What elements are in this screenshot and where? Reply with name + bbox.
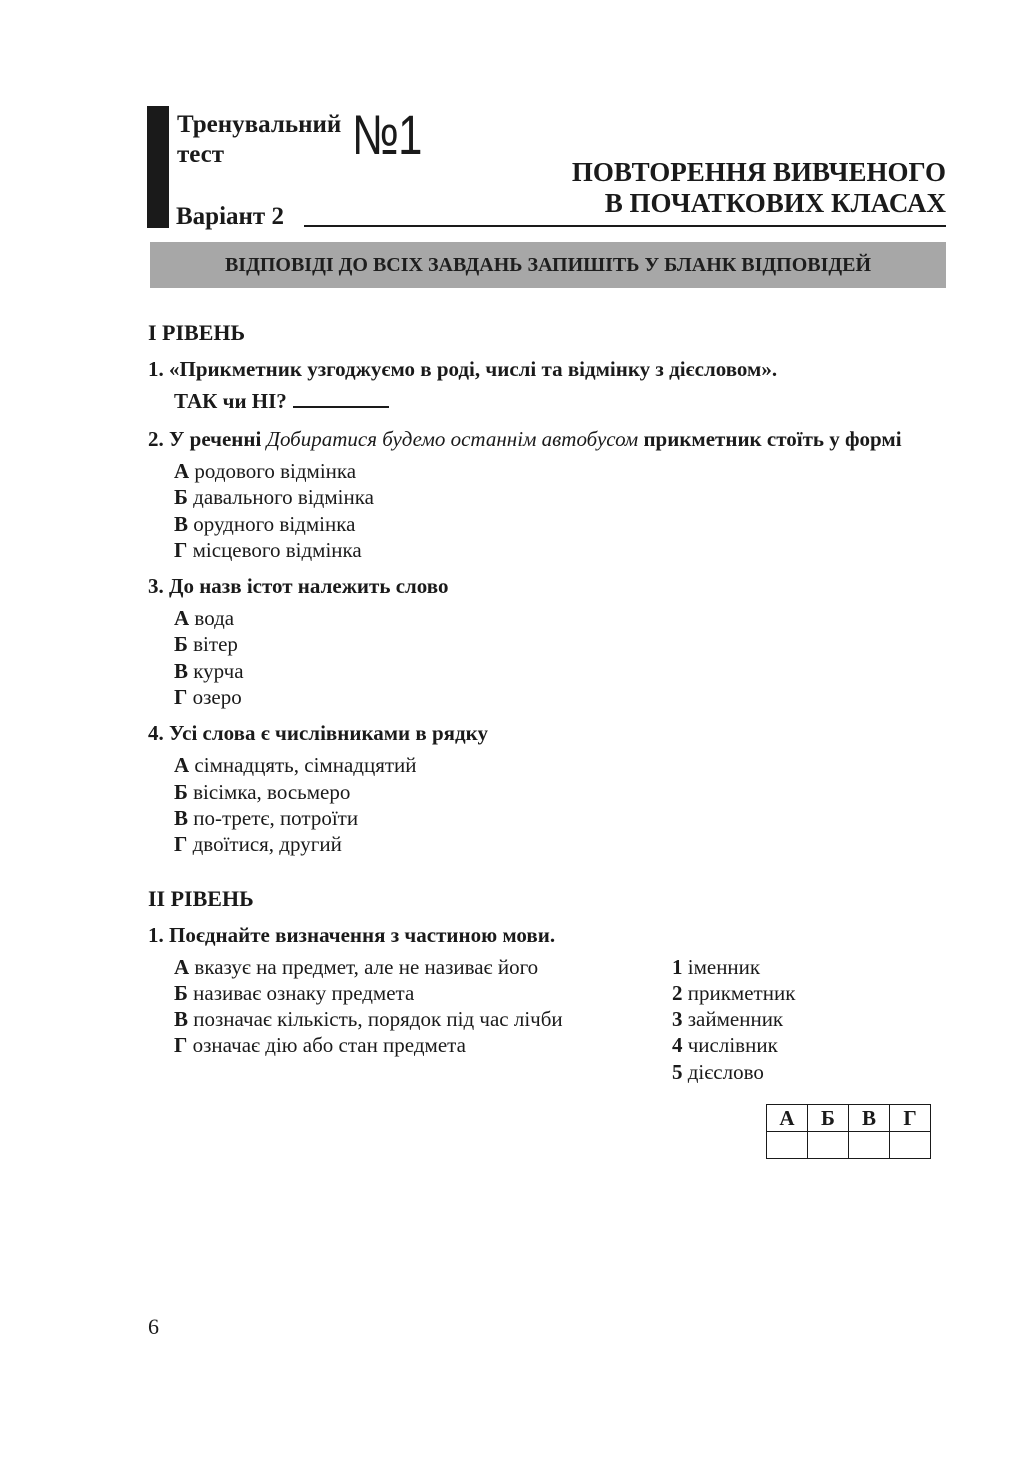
definition: В позначає кількість, порядок під час лічби bbox=[174, 1007, 563, 1032]
option: А родового відмінка bbox=[174, 459, 357, 483]
grid-header-cell: А bbox=[767, 1105, 808, 1132]
question-1: 1. «Прикметник узгоджуємо в роді, числі та відмінку з дієсловом». bbox=[148, 357, 778, 381]
definition: Г означає дію або стан предмета bbox=[174, 1033, 466, 1058]
option: Г двоїтися, другий bbox=[174, 832, 342, 857]
answer-cell[interactable] bbox=[890, 1132, 931, 1159]
part-of-speech: 2 прикметник bbox=[672, 980, 796, 1005]
variant-label: Варіант 2 bbox=[176, 203, 284, 230]
question-3: 3. До назв істот належить слово bbox=[148, 574, 449, 599]
answer-cell[interactable] bbox=[849, 1132, 890, 1159]
title-line1: ПОВТОРЕННЯ ВИВЧЕНОГО bbox=[571, 157, 946, 187]
grid-header-cell: В bbox=[849, 1105, 890, 1132]
part-of-speech: 4 числівник bbox=[672, 1033, 778, 1058]
option: А вода bbox=[174, 606, 235, 631]
instruction-banner: ВІДПОВІДІ ДО ВСІХ ЗАВДАНЬ ЗАПИШІТЬ У БЛАНК ВІДПОВІДЕЙ bbox=[150, 242, 946, 288]
page-number: 6 bbox=[148, 1314, 159, 1339]
question-5: 1. Поєднайте визначення з частиною мови. bbox=[148, 922, 556, 947]
page-title bbox=[572, 157, 946, 219]
header-bar bbox=[147, 106, 169, 228]
part-of-speech: 1 іменник bbox=[672, 954, 761, 979]
yes-no-label: ТАК чи НІ? bbox=[174, 389, 287, 413]
option: Г озеро bbox=[174, 685, 242, 710]
question-4: 4. Усі слова є числівниками в рядку bbox=[148, 721, 488, 746]
test-label-line2: тест bbox=[177, 141, 225, 168]
test-content bbox=[148, 318, 948, 1092]
parts-of-speech-column bbox=[646, 954, 795, 1085]
level1-title: І РІВЕНЬ bbox=[148, 320, 246, 345]
option: Б вітер bbox=[174, 632, 238, 657]
answer-grid bbox=[766, 1104, 931, 1159]
option: В по-третє, потроїти bbox=[174, 805, 359, 830]
grid-header-cell: Г bbox=[890, 1105, 931, 1132]
q2-suffix: прикметник стоїть у формі bbox=[643, 427, 902, 451]
definition: Б називає ознаку предмета bbox=[174, 980, 415, 1005]
answer-grid-header bbox=[767, 1105, 931, 1132]
header-underline bbox=[304, 225, 946, 227]
test-label-line1: Тренувальний bbox=[177, 111, 342, 138]
question-2 bbox=[148, 426, 948, 452]
matching-block bbox=[148, 954, 948, 1092]
grid-header-cell: Б bbox=[808, 1105, 849, 1132]
option: В орудного відмінка bbox=[174, 511, 356, 536]
title-line2: В ПОЧАТКОВИХ КЛАСАХ bbox=[604, 188, 946, 218]
option: Б давального відмінка bbox=[174, 485, 374, 510]
option: В курча bbox=[174, 658, 244, 683]
definition: А вказує на предмет, але не називає його bbox=[174, 954, 539, 979]
test-number: №1 bbox=[352, 103, 422, 166]
q2-prefix: 2. У реченні bbox=[148, 427, 262, 451]
option: А сімнадцять, сімнадцятий bbox=[174, 753, 417, 778]
option: Б вісімка, восьмеро bbox=[174, 779, 351, 804]
answer-blank[interactable] bbox=[293, 388, 389, 408]
answer-cell[interactable] bbox=[808, 1132, 849, 1159]
answer-grid-row bbox=[767, 1132, 931, 1159]
q2-example: Добиратися будемо останнім автобусом bbox=[266, 427, 639, 451]
part-of-speech: 5 дієслово bbox=[672, 1059, 764, 1084]
question-1-subtext bbox=[148, 388, 948, 414]
test-label bbox=[177, 110, 341, 170]
option: Г місцевого відмінка bbox=[174, 537, 362, 562]
part-of-speech: 3 займенник bbox=[672, 1007, 784, 1032]
answer-cell[interactable] bbox=[767, 1132, 808, 1159]
definitions-column bbox=[148, 954, 563, 1059]
level2-title: ІІ РІВЕНЬ bbox=[148, 885, 254, 911]
